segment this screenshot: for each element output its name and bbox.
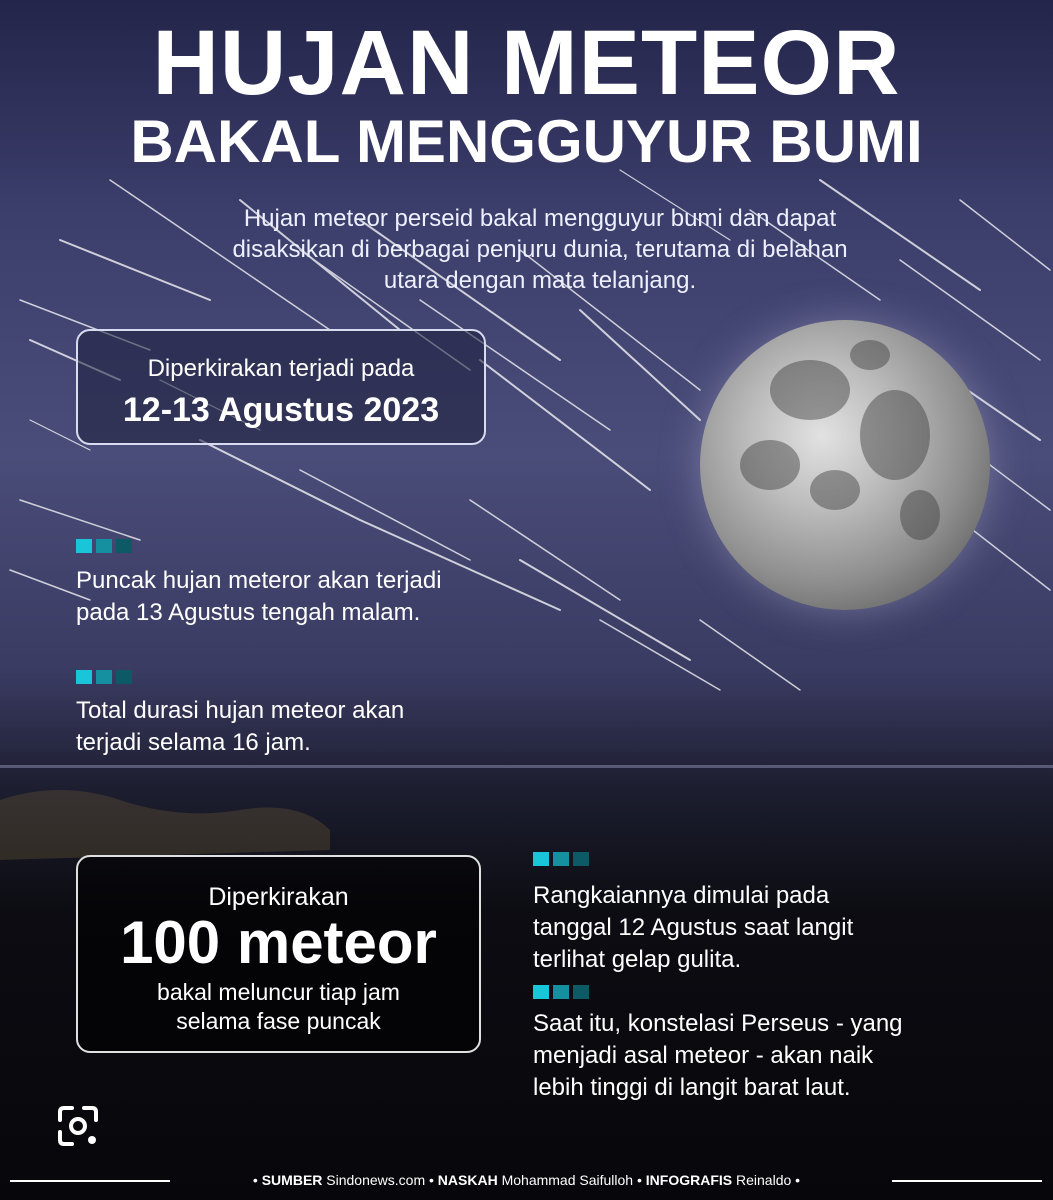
fact-perseus [533, 1008, 903, 1104]
footer-graphic-value: Reinaldo [736, 1172, 792, 1188]
footer-writer-label: NASKAH [437, 1172, 498, 1188]
fact-start-line-3: terlihat gelap gulita. [533, 946, 742, 973]
fact-start-line-1: Rangkaiannya dimulai pada [533, 882, 830, 909]
count-box-value: 100 meteor [120, 909, 437, 976]
intro-line-2: disaksikan di berbagai penjuru dunia, terutama di belahan [232, 236, 848, 263]
fact-duration-line-1: Total durasi hujan meteor akan [76, 697, 405, 724]
google-lens-icon[interactable] [54, 1102, 102, 1150]
intro-paragraph [140, 203, 940, 296]
fact-peak-time [76, 565, 442, 629]
fact-start-line-2: tanggal 12 Agustus saat langit [533, 914, 854, 941]
intro-line-1: Hujan meteor perseid bakal mengguyur bumi dan dapat [243, 205, 837, 232]
fact-perseus-line-2: menjadi asal meteor - akan naik [533, 1042, 874, 1069]
date-box [76, 329, 486, 445]
bullet-squares-icon [76, 670, 138, 684]
meteor-count-box [76, 855, 481, 1053]
bullet-squares-icon [533, 985, 595, 999]
fact-peak-line-2: pada 13 Agustus tengah malam. [76, 599, 421, 626]
fact-duration [76, 695, 404, 759]
count-box-line-2: selama fase puncak [176, 1008, 381, 1034]
footer-source-value: Sindonews.com [326, 1172, 426, 1188]
bullet-squares-icon [76, 539, 138, 553]
title-line-2: BAKAL MENGGUYUR BUMI [130, 108, 923, 175]
footer-credits: • SUMBER Sindonews.com • NASKAH Mohammad Saifulloh • INFOGRAFIS Reinaldo • [252, 1172, 801, 1188]
fact-start [533, 880, 853, 976]
count-box-label: Diperkirakan [208, 883, 349, 911]
title-line-1: HUJAN METEOR [152, 12, 901, 114]
date-box-date: 12-13 Agustus 2023 [122, 391, 440, 429]
footer-graphic-label: INFOGRAFIS [645, 1172, 733, 1188]
intro-line-3: utara dengan mata telanjang. [383, 267, 697, 294]
fact-perseus-line-1: Saat itu, konstelasi Perseus - yang [533, 1010, 903, 1037]
fact-perseus-line-3: lebih tinggi di langit barat laut. [533, 1074, 851, 1101]
fact-duration-line-2: terjadi selama 16 jam. [76, 729, 311, 756]
bullet-squares-icon [533, 852, 595, 866]
footer-writer-value: Mohammad Saifulloh [501, 1172, 634, 1188]
fact-peak-line-1: Puncak hujan meteror akan terjadi [76, 567, 442, 594]
date-box-label: Diperkirakan terjadi pada [147, 355, 415, 382]
moon-image [700, 320, 990, 610]
count-box-line-1: bakal meluncur tiap jam [157, 979, 400, 1005]
footer-source-label: SUMBER [261, 1172, 323, 1188]
